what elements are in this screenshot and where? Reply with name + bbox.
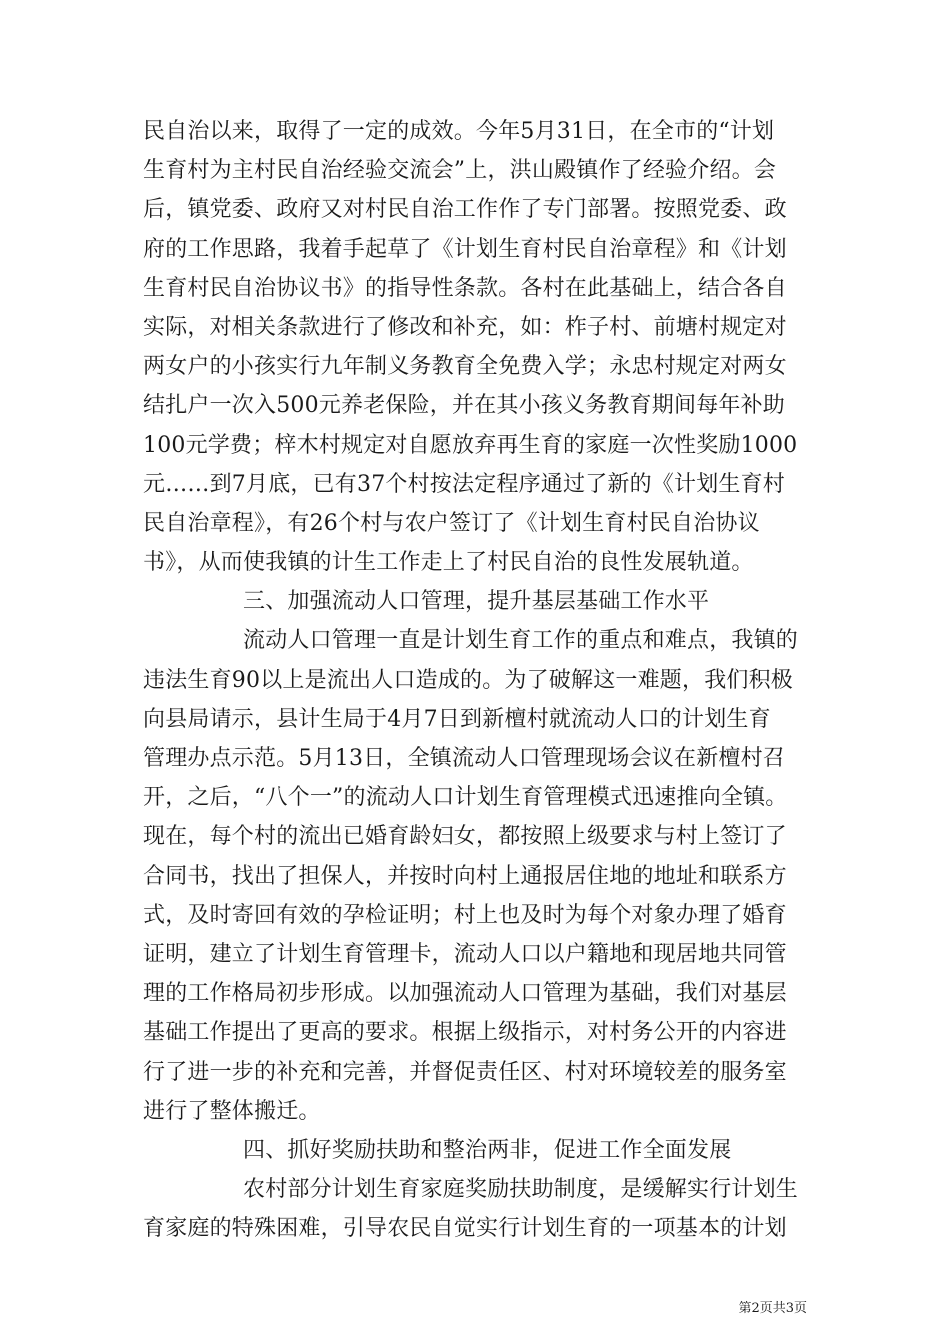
text-line: 管理办点示范。5月13日，全镇流动人口管理现场会议在新檀村召 <box>143 746 785 771</box>
text-line: 育家庭的特殊困难，引导农民自觉实行计划生育的一项基本的计划 <box>143 1216 787 1242</box>
section-heading: 三、加强流动人口管理，提升基层基础工作水平 <box>243 589 710 615</box>
text-line: 行了进一步的补充和完善，并督促责任区、村对环境较差的服务室 <box>143 1059 787 1085</box>
text-line: 向县局请示，县计生局于4月7日到新檀村就流动人口的计划生育 <box>143 706 771 732</box>
text-line: 基础工作提出了更高的要求。根据上级指示，对村务公开的内容进 <box>143 1020 787 1046</box>
text-line: 两女户的小孩实行九年制义务教育全免费入学；永忠村规定对两女 <box>143 354 787 380</box>
text-line: 民自治以来，取得了一定的成效。今年5月31日，在全市的“计划 <box>143 119 775 144</box>
text-line: 结扎户一次入500元养老保险，并在其小孩义务教育期间每年补助 <box>143 393 785 419</box>
text-line: 实际，对相关条款进行了修改和补充，如：柞子村、前塘村规定对 <box>143 314 787 340</box>
document-body <box>143 112 813 1248</box>
text-line: 民自治章程》，有26个村与农户签订了《计划生育村民自治协议 <box>143 510 760 536</box>
text-line: 违法生育90以上是流出人口造成的。为了破解这一难题，我们积极 <box>143 667 793 693</box>
text-line: 式，及时寄回有效的孕检证明；村上也及时为每个对象办理了婚育 <box>143 902 787 928</box>
text-line: 开，之后，“八个一”的流动人口计划生育管理模式迅速推向全镇。 <box>143 785 788 811</box>
text-line: 元……到7月底，已有37个村按法定程序通过了新的《计划生育村 <box>143 471 785 497</box>
text-line: 生育村民自治协议书》的指导性条款。各村在此基础上，结合各自 <box>143 275 787 301</box>
text-line: 100元学费；梓木村规定对自愿放弃再生育的家庭一次性奖励1000 <box>143 432 798 458</box>
page-number: 第2页共3页 <box>738 1301 807 1316</box>
text-line: 现在，每个村的流出已婚育龄妇女，都按照上级要求与村上签订了 <box>143 824 787 850</box>
text-line: 理的工作格局初步形成。以加强流动人口管理为基础，我们对基层 <box>143 981 787 1007</box>
text-line: 合同书，找出了担保人，并按时向村上通报居住地的地址和联系方 <box>143 863 787 889</box>
section-heading: 四、抓好奖励扶助和整治两非，促进工作全面发展 <box>243 1137 732 1163</box>
text-line: 流动人口管理一直是计划生育工作的重点和难点，我镇的 <box>243 628 799 654</box>
text-line: 证明，建立了计划生育管理卡，流动人口以户籍地和现居地共同管 <box>143 941 787 967</box>
text-line: 府的工作思路，我着手起草了《计划生育村民自治章程》和《计划 <box>143 236 787 262</box>
text-line: 进行了整体搬迁。 <box>143 1098 321 1124</box>
text-line: 生育村为主村民自治经验交流会”上，洪山殿镇作了经验介绍。会 <box>143 158 777 184</box>
text-line: 书》，从而使我镇的计生工作走上了村民自治的良性发展轨道。 <box>143 550 754 576</box>
text-line: 农村部分计划生育家庭奖励扶助制度，是缓解实行计划生 <box>243 1177 799 1203</box>
text-line: 后，镇党委、政府又对村民自治工作作了专门部署。按照党委、政 <box>143 197 787 223</box>
